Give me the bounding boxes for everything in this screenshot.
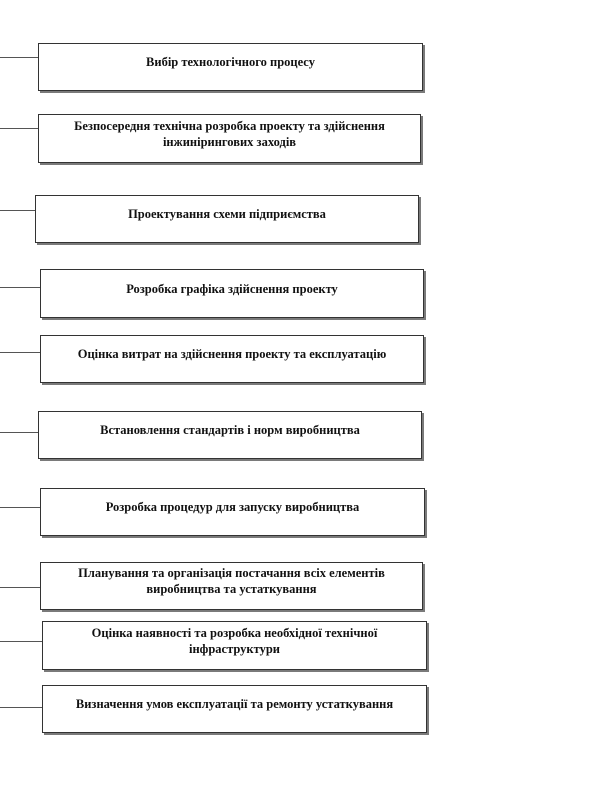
process-step-7: Розробка процедур для запуску виробництва	[40, 488, 425, 536]
process-step-4: Розробка графіка здійснення проекту	[40, 269, 424, 318]
connector-line-10	[0, 707, 42, 708]
process-step-8: Планування та організація постачання всіх елементів виробництва та устаткування	[40, 562, 423, 610]
connector-line-9	[0, 641, 42, 642]
connector-line-3	[0, 210, 35, 211]
process-step-6: Встановлення стандартів і норм виробництва	[38, 411, 422, 459]
process-step-9: Оцінка наявності та розробка необхідної технічної інфраструктури	[42, 621, 427, 670]
process-step-5: Оцінка витрат на здійснення проекту та експлуатацію	[40, 335, 424, 383]
connector-line-1	[0, 57, 38, 58]
connector-line-7	[0, 507, 40, 508]
process-step-3: Проектування схеми підприємства	[35, 195, 419, 243]
connector-line-5	[0, 352, 40, 353]
process-step-2: Безпосередня технічна розробка проекту та здійснення інжинірингових заходів	[38, 114, 421, 163]
process-step-1: Вибір технологічного процесу	[38, 43, 423, 91]
connector-line-2	[0, 128, 38, 129]
process-step-10: Визначення умов експлуатації та ремонту устаткування	[42, 685, 427, 733]
connector-line-6	[0, 432, 38, 433]
connector-line-8	[0, 587, 40, 588]
connector-line-4	[0, 287, 40, 288]
